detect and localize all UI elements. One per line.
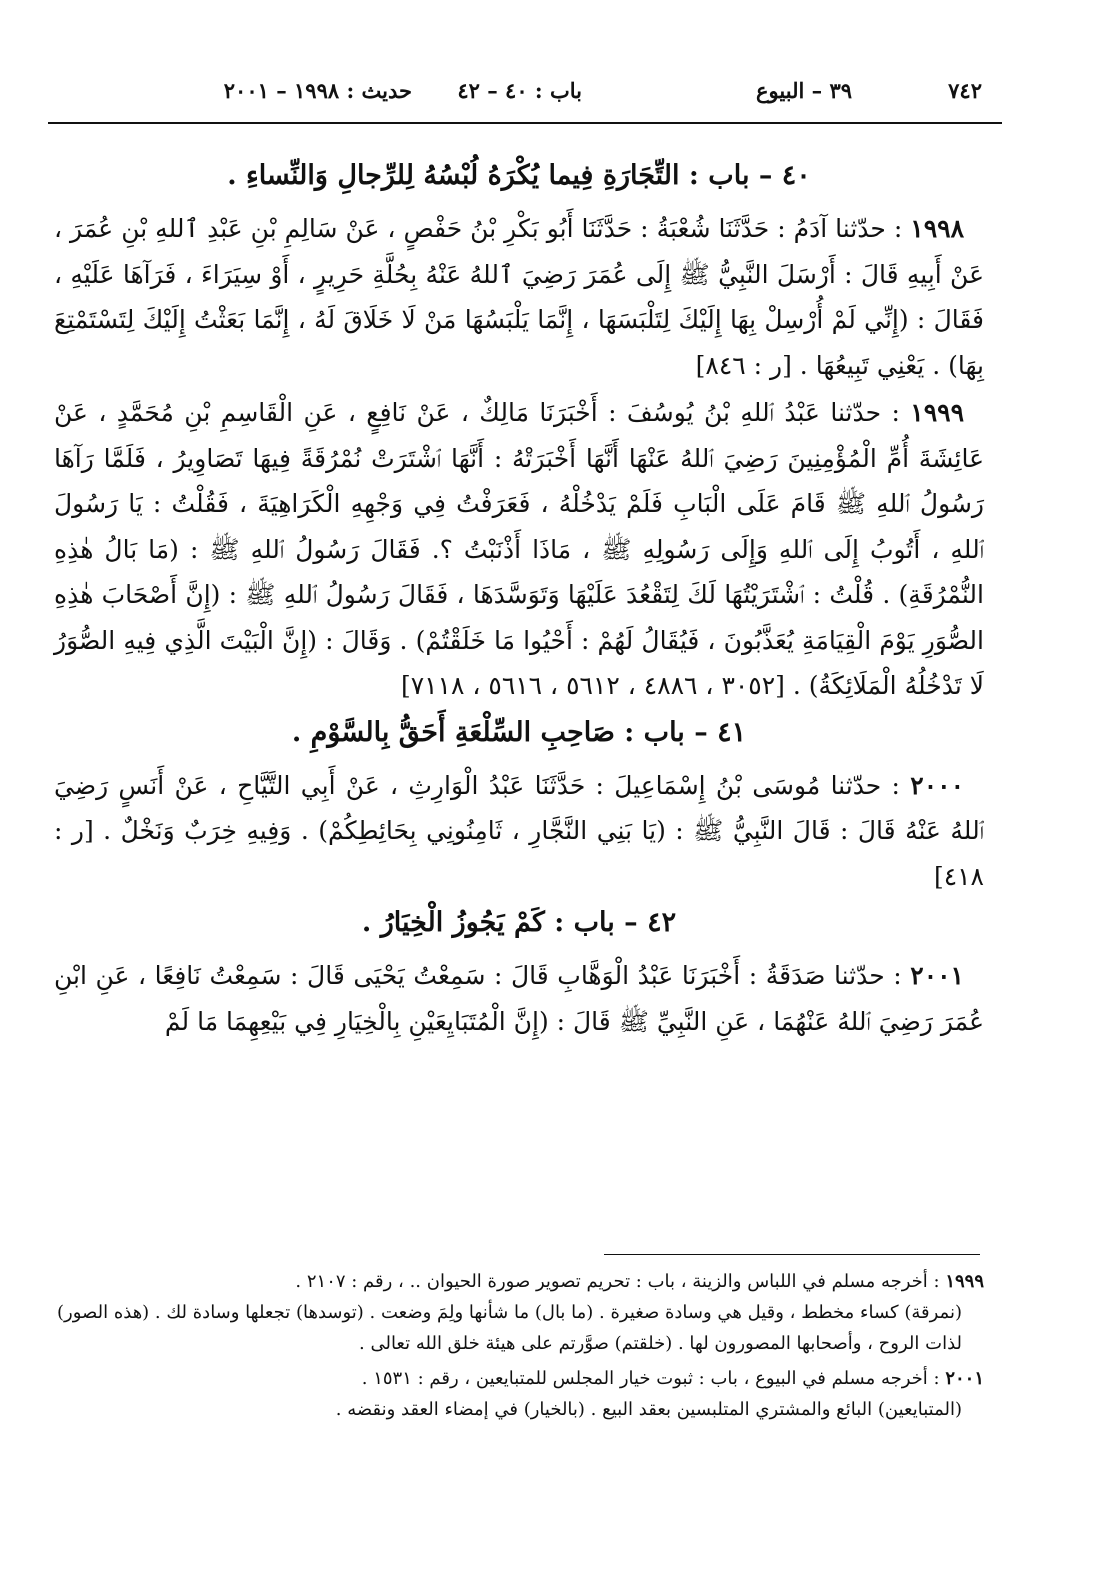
hadith-text: حدّثنا آدَمُ : حَدَّثَنَا شُعْبَةُ : حَدَّثَنَا أَبُو بَكْرِ بْنُ حَفْصٍ ، عَنْ سَالِمِ بْنِ عَبْدِ ٱللهِ بْنِ عُمَرَ ، عَنْ أَبِيهِ قَالَ : أَرْسَلَ النَّبِيُّ ﷺ إِلَى عُمَرَ رَضِيَ ٱللهُ عَنْهُ بِحُلَّةِ حَرِيرٍ ، أَوْ سِيَرَاءَ ، فَرَآهَا عَلَيْهِ ، فَقَالَ : (إِنِّي لَمْ أُرْسِلْ بِهَا إِلَيْكَ لِتَلْبَسَهَا ، إِنَّمَا يَلْبَسُهَا مَنْ لَا خَلَاقَ لَهُ ، إِنَّمَا بَعَثْتُ إِلَيْكَ لِتَسْتَمْتِعَ بِهَا) . يَعْنِي تَبِيعُهَا . [ر : ٨٤٦] [54,214,984,380]
hadith-range: حديث : ١٩٩٨ – ٢٠٠١ [223,78,412,103]
footnote-rule [604,1254,980,1255]
hadith-number: ٢٠٠١ [910,961,964,990]
footnote: ١٩٩٩ : أخرجه مسلم في اللباس والزينة ، باب : تحريم تصوير صورة الحيوان .. ، رقم : ٢١٠٧ . (نمرقة) كساء مخطط ، وقيل هي وسادة صغيرة . (ما بال) ما شأنها ولِمَ وضعت . (توسدها) تجعلها وسادة لك . (هذه الصور) لذات الروح ، وأصحابها المصورون لها . (خلقتم) صوَّرتم على هيئة خلق الله تعالى . [54,1266,984,1359]
hadith-number: ٢٠٠٠ [910,770,964,800]
chapter-title: ٤٠ – باب : التِّجَارَةِ فِيما يُكْرَهُ لُبْسُهُ لِلرِّجالِ وَالنِّساءِ . [227,160,811,191]
footnote-gloss: (المتبايعين) البائع والمشتري المتلبسين بعقد البيع . (بالخيار) في إمضاء العقد ونقضه . [335,1399,962,1420]
hadith-paragraph: ١٩٩٩ : حدّثنا عَبْدُ ٱللهِ بْنُ يُوسُفَ : أَخْبَرَنَا مَالِكٌ ، عَنْ نَافِعٍ ، عَنِ الْقَاسِمِ بْنِ مُحَمَّدٍ ، عَنْ عَائِشَةَ أُمِّ الْمُؤْمِنِينَ رَضِيَ ٱللهُ عَنْهَا أَنَّهَا أَخْبَرَتْهُ : أَنَّهَا ٱشْتَرَتْ نُمْرُقَةً فِيهَا تَصَاوِيرُ ، فَلَمَّا رَآهَا رَسُولُ ٱللهِ ﷺ قَامَ عَلَى الْبَابِ فَلَمْ يَدْخُلْهُ ، فَعَرَفْتُ فِي وَجْهِهِ الْكَرَاهِيَةَ ، فَقُلْتُ : يَا رَسُولَ ٱللهِ ، أَتُوبُ إِلَى ٱللهِ وَإِلَى رَسُولِهِ ﷺ ، مَاذَا أَذْنَبْتُ ؟. فَقَالَ رَسُولُ ٱللهِ ﷺ : (مَا بَالُ هٰذِهِ النُّمْرُقَةِ) . قُلْتُ : ٱشْتَرَيْتُهَا لَكَ لِتَقْعُدَ عَلَيْهَا وَتَوَسَّدَهَا ، فَقَالَ رَسُولُ ٱللهِ ﷺ : (إِنَّ أَصْحَابَ هٰذِهِ الصُّوَرِ يَوْمَ الْقِيَامَةِ يُعَذَّبُونَ ، فَيُقَالُ لَهُمْ : أَحْيُوا مَا خَلَقْتُمْ) . وَقَالَ : (إِنَّ الْبَيْتَ الَّذِي فِيهِ الصُّوَرُ لَا تَدْخُلُهُ الْمَلَائِكَةُ) . [٣٠٥٢ ، ٤٨٨٦ ، ٥٦١٢ ، ٥٦١٦ ، ٧١١٨] [54,398,984,700]
running-header [48,78,1000,122]
hadith-paragraph: ١٩٩٨ : حدّثنا آدَمُ : حَدَّثَنَا شُعْبَةُ : حَدَّثَنَا أَبُو بَكْرِ بْنُ حَفْصٍ ، عَنْ سَالِمِ بْنِ عَبْدِ ٱللهِ بْنِ عُمَرَ ، عَنْ أَبِيهِ قَالَ : أَرْسَلَ النَّبِيُّ ﷺ إِلَى عُمَرَ رَضِيَ ٱللهُ عَنْهُ بِحُلَّةِ حَرِيرٍ ، أَوْ سِيَرَاءَ ، فَرَآهَا عَلَيْهِ ، فَقَالَ : (إِنِّي لَمْ أُرْسِلْ بِهَا إِلَيْكَ لِتَلْبَسَهَا ، إِنَّمَا يَلْبَسُهَا مَنْ لَا خَلَاقَ لَهُ ، إِنَّمَا بَعَثْتُ إِلَيْكَ لِتَسْتَمْتِعَ بِهَا) . يَعْنِي تَبِيعُهَا . [ر : ٨٤٦] [54,214,984,380]
bab-range: باب : ٤٠ – ٤٢ [457,78,582,103]
main-text [54,154,984,1046]
chapter-title: ٤٢ – باب : كَمْ يَجُوزُ الْخِيَارُ . [361,907,677,938]
footnote-gloss: (نمرقة) كساء مخطط ، وقيل هي وسادة صغيرة . (ما بال) ما شأنها ولِمَ وضعت . (توسدها) تجعلها وسادة لك . (هذه الصور) لذات الروح ، وأصحابها المصورون لها . (خلقتم) صوَّرتم على هيئة خلق الله تعالى . [56,1302,962,1354]
footnote: ٢٠٠١ : أخرجه مسلم في البيوع ، باب : ثبوت خيار المجلس للمتبايعين ، رقم : ١٥٣١ . (المتبايعين) البائع والمشتري المتلبسين بعقد البيع . (بالخيار) في إمضاء العقد ونقضه . [54,1363,984,1425]
hadith-paragraph: ٢٠٠٠ : حدّثنا مُوسَى بْنُ إِسْمَاعِيلَ : حَدَّثَنَا عَبْدُ الْوَارِثِ ، عَنْ أَبِي التَّيَّاحِ ، عَنْ أَنَسٍ رَضِيَ ٱللهُ عَنْهُ قَالَ : قَالَ النَّبِيُّ ﷺ : (يَا بَنِي النَّجَّارِ ، ثَامِنُونِي بِحَائِطِكُمْ) . وَفِيهِ خِرَبٌ وَنَخْلٌ . [ر : ٤١٨] [54,770,984,891]
footnote-source: أخرجه مسلم في البيوع ، باب : ثبوت خيار المجلس للمتبايعين ، رقم : ١٥٣١ . [361,1368,928,1389]
book-title: ٣٩ – البيوع [756,78,852,103]
hadith-text: حدّثنا صَدَقَةُ : أَخْبَرَنَا عَبْدُ الْوَهَّابِ قَالَ : سَمِعْتُ يَحْيَى قَالَ : سَمِعْتُ نَافِعًا ، عَنِ ابْنِ عُمَرَ رَضِيَ ٱللهُ عَنْهُمَا ، عَنِ النَّبِيِّ ﷺ قَالَ : (إِنَّ الْمُتَبَايِعَيْنِ بِالْخِيَارِ فِي بَيْعِهِمَا مَا لَمْ [54,961,984,1036]
footnote-number: ١٩٩٩ [945,1271,984,1292]
footnotes [54,1266,984,1429]
hadith-number: ١٩٩٩ [910,398,965,427]
hadith-number: ١٩٩٨ [910,214,965,243]
hadith-text: حدّثنا عَبْدُ ٱللهِ بْنُ يُوسُفَ : أَخْبَرَنَا مَالِكٌ ، عَنْ نَافِعٍ ، عَنِ الْقَاسِمِ بْنِ مُحَمَّدٍ ، عَنْ عَائِشَةَ أُمِّ الْمُؤْمِنِينَ رَضِيَ ٱللهُ عَنْهَا أَنَّهَا أَخْبَرَتْهُ : أَنَّهَا ٱشْتَرَتْ نُمْرُقَةً فِيهَا تَصَاوِيرُ ، فَلَمَّا رَآهَا رَسُولُ ٱللهِ ﷺ قَامَ عَلَى الْبَابِ فَلَمْ يَدْخُلْهُ ، فَعَرَفْتُ فِي وَجْهِهِ الْكَرَاهِيَةَ ، فَقُلْتُ : يَا رَسُولَ ٱللهِ ، أَتُوبُ إِلَى ٱللهِ وَإِلَى رَسُولِهِ ﷺ ، مَاذَا أَذْنَبْتُ ؟. فَقَالَ رَسُولُ ٱللهِ ﷺ : (مَا بَالُ هٰذِهِ النُّمْرُقَةِ) . قُلْتُ : ٱشْتَرَيْتُهَا لَكَ لِتَقْعُدَ عَلَيْهَا وَتَوَسَّدَهَا ، فَقَالَ رَسُولُ ٱللهِ ﷺ : (إِنَّ أَصْحَابَ هٰذِهِ الصُّوَرِ يَوْمَ الْقِيَامَةِ يُعَذَّبُونَ ، فَيُقَالُ لَهُمْ : أَحْيُوا مَا خَلَقْتُمْ) . وَقَالَ : (إِنَّ الْبَيْتَ الَّذِي فِيهِ الصُّوَرُ لَا تَدْخُلُهُ الْمَلَائِكَةُ) . [٣٠٥٢ ، ٤٨٨٦ ، ٥٦١٢ ، ٥٦١٦ ، ٧١١٨] [54,398,984,700]
page-number: ٧٤٢ [948,78,982,103]
hadith-paragraph: ٢٠٠١ : حدّثنا صَدَقَةُ : أَخْبَرَنَا عَبْدُ الْوَهَّابِ قَالَ : سَمِعْتُ يَحْيَى قَالَ : سَمِعْتُ نَافِعًا ، عَنِ ابْنِ عُمَرَ رَضِيَ ٱللهُ عَنْهُمَا ، عَنِ النَّبِيِّ ﷺ قَالَ : (إِنَّ الْمُتَبَايِعَيْنِ بِالْخِيَارِ فِي بَيْعِهِمَا مَا لَمْ [54,961,984,1036]
header-rule [48,122,1002,124]
chapter-title: ٤١ – باب : صَاحِبِ السِّلْعَةِ أَحَقُّ بِالسَّوْمِ . [291,716,747,748]
hadith-text: حدّثنا مُوسَى بْنُ إِسْمَاعِيلَ : حَدَّثَنَا عَبْدُ الْوَارِثِ ، عَنْ أَبِي التَّيَّاحِ ، عَنْ أَنَسٍ رَضِيَ ٱللهُ عَنْهُ قَالَ : قَالَ النَّبِيُّ ﷺ : (يَا بَنِي النَّجَّارِ ، ثَامِنُونِي بِحَائِطِكُمْ) . وَفِيهِ خِرَبٌ وَنَخْلٌ . [ر : ٤١٨] [54,770,984,891]
footnote-source: أخرجه مسلم في اللباس والزينة ، باب : تحريم تصوير صورة الحيوان .. ، رقم : ٢١٠٧ . [295,1271,928,1292]
footnote-number: ٢٠٠١ [945,1368,984,1389]
